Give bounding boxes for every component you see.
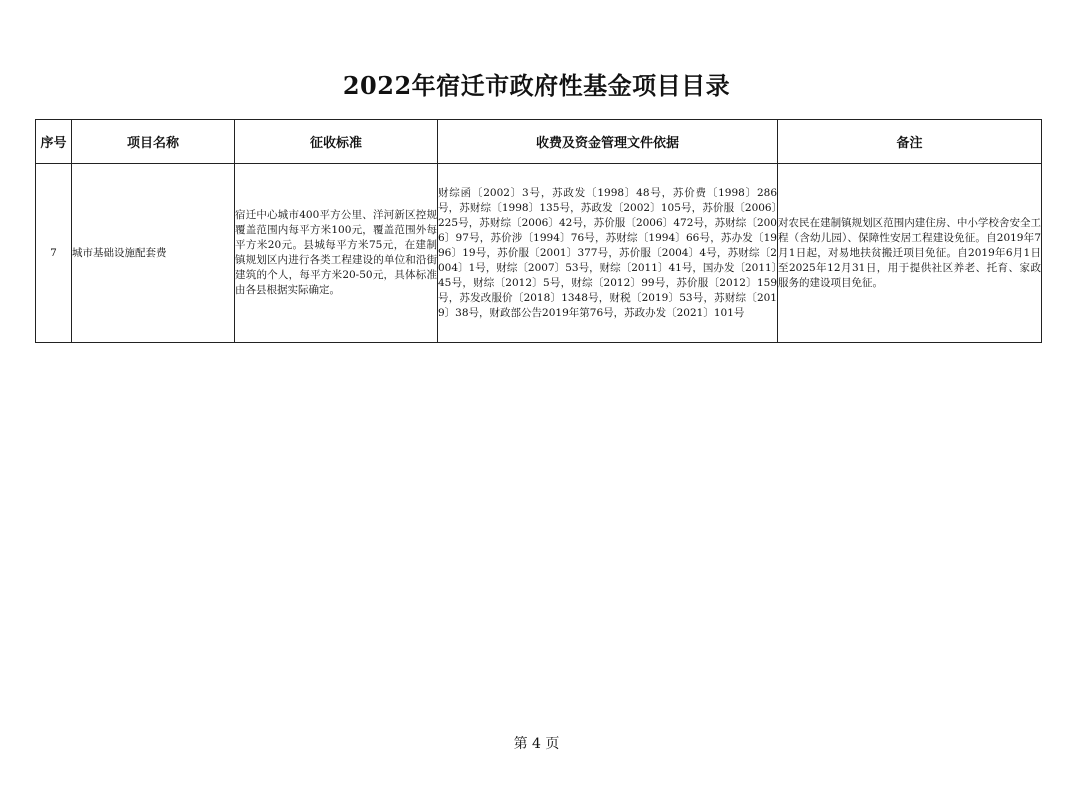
fund-catalog-table <box>35 119 1042 343</box>
header-seq: 序号 <box>36 120 72 164</box>
cell-basis: 财综函〔2002〕3号，苏政发〔1998〕48号，苏价费〔1998〕286号，苏财综〔1998〕135号，苏政发〔2002〕105号，苏价服〔2006〕225号，苏财综〔2006〕42号，苏价服〔2006〕472号，苏财综〔2006〕97号，苏价涉〔1994〕76号，苏财综〔1994〕66号，苏办发〔1996〕19号，苏价服〔2001〕377号，苏价服〔2004〕4号，苏财综〔2004〕1号，财综〔2007〕53号，财综〔2011〕41号，国办发〔2011〕45号，财综〔2012〕5号，财综〔2012〕99号，苏价服〔2012〕159号，苏发改服价〔2018〕1348号，财税〔2019〕53号，苏财综〔2019〕38号，财政部公告2019年第76号，苏政办发〔2021〕101号 <box>438 164 778 343</box>
cell-standard: 宿迁中心城市400平方公里、洋河新区控规覆盖范围内每平方米100元，覆盖范围外每平方米20元。县城每平方米75元，在建制镇规划区内进行各类工程建设的单位和沿街建筑的个人，每平方米20-50元，具体标准由各县根据实际确定。 <box>235 164 438 343</box>
header-remarks: 备注 <box>778 120 1042 164</box>
table-row <box>36 164 1042 343</box>
header-basis: 收费及资金管理文件依据 <box>438 120 778 164</box>
cell-seq: 7 <box>36 164 72 343</box>
table-header-row <box>36 120 1042 164</box>
document-title: 2022年宿迁市政府性基金项目目录 <box>342 71 731 100</box>
cell-remarks: 对农民在建制镇规划区范围内建住房、中小学校舍安全工程（含幼儿园）、保障性安居工程建设免征。自2019年7月1日起，对易地扶贫搬迁项目免征。自2019年6月1日至2025年12月31日，用于提供社区养老、托育、家政服务的建设项目免征。 <box>778 164 1042 343</box>
cell-name: 城市基础设施配套费 <box>72 164 235 343</box>
header-standard: 征收标准 <box>235 120 438 164</box>
header-name: 项目名称 <box>72 120 235 164</box>
page-number: 第 4 页 <box>513 736 560 752</box>
